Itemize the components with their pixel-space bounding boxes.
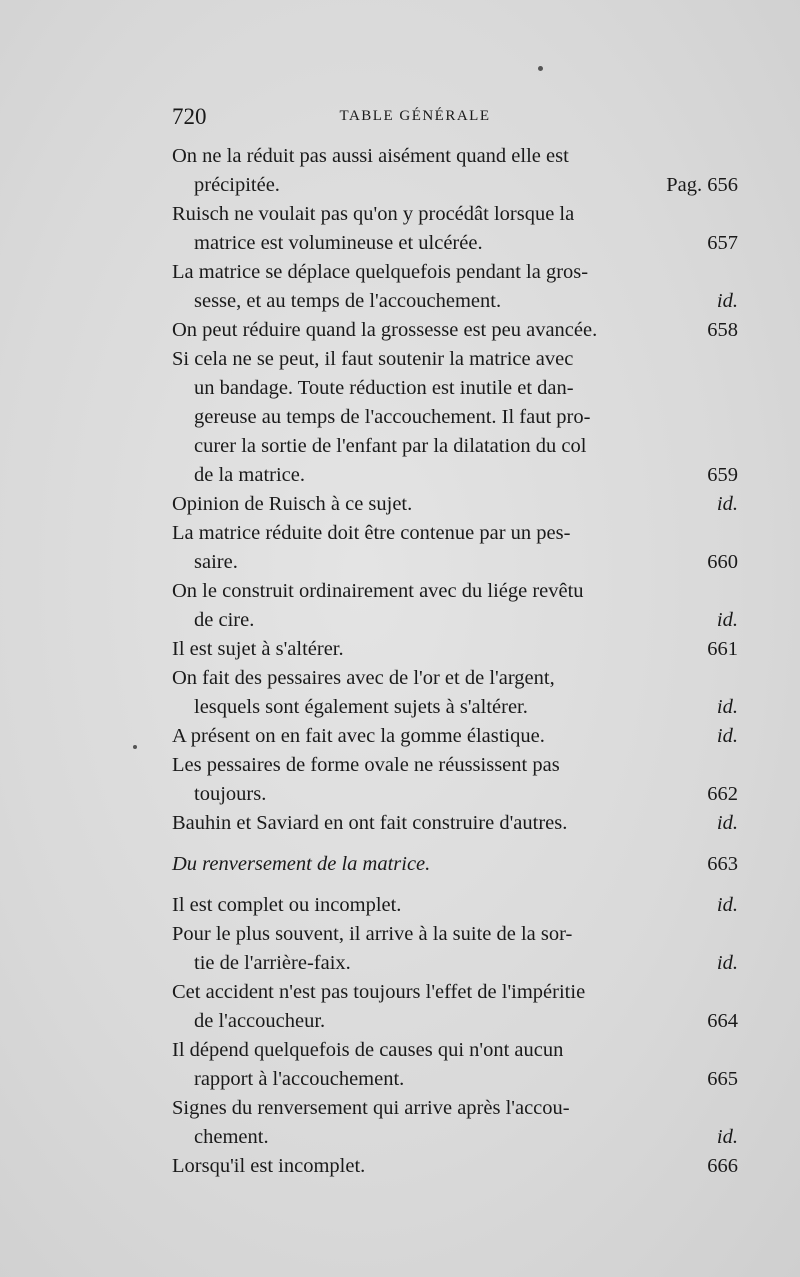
entry-line: On le construit ordinairement avec du liége revêtu — [172, 580, 584, 602]
entry-line: Il est sujet à s'altérer. — [172, 638, 344, 660]
entry-group-after — [172, 891, 738, 1181]
entry-line: Il dépend quelquefois de causes qui n'ont aucun — [172, 1039, 564, 1061]
entry-line: La matrice se déplace quelquefois pendant la gros- — [172, 261, 589, 283]
entry-line: Ruisch ne voulait pas qu'on y procédât lorsque la — [172, 203, 575, 225]
entry-page-ref: 661 — [707, 638, 738, 660]
entry-text — [172, 1036, 658, 1094]
entry-line: On ne la réduit pas aussi aisément quand elle est — [172, 145, 569, 167]
entry-page-ref: 664 — [707, 1010, 738, 1032]
section-heading-text: Du renversement de la matrice. — [172, 853, 431, 875]
entry-text — [172, 635, 658, 664]
entry-line: La matrice réduite doit être contenue par un pes- — [172, 522, 571, 544]
entry-line: de la matrice. — [194, 464, 305, 486]
index-entry — [172, 1152, 738, 1181]
index-entry — [172, 920, 738, 978]
index-entries — [172, 142, 738, 1181]
entry-group-before — [172, 142, 738, 838]
entry-text — [172, 891, 658, 920]
index-entry — [172, 316, 738, 345]
section-heading-page: 663 — [707, 853, 738, 875]
index-entry — [172, 490, 738, 519]
entry-line: Lorsqu'il est incomplet. — [172, 1155, 366, 1177]
entry-text — [172, 664, 658, 722]
entry-line: Signes du renversement qui arrive après l'accou- — [172, 1097, 570, 1119]
entry-text — [172, 920, 658, 978]
ink-speck — [133, 745, 137, 749]
entry-page-ref: id. — [716, 1126, 738, 1148]
entry-page-ref: 659 — [707, 464, 738, 486]
index-entry — [172, 751, 738, 809]
entry-page-ref: Pag. 656 — [666, 174, 738, 196]
entry-page-ref: id. — [716, 812, 738, 834]
index-entry — [172, 664, 738, 722]
entry-line: toujours. — [194, 783, 267, 805]
index-entry — [172, 809, 738, 838]
entry-line: un bandage. Toute réduction est inutile et dan- — [194, 377, 574, 399]
entry-page-ref: id. — [716, 290, 738, 312]
entry-page-ref: 658 — [707, 319, 738, 341]
entry-page-ref: id. — [716, 952, 738, 974]
entry-text — [172, 1094, 658, 1152]
entry-line: saire. — [194, 551, 238, 573]
entry-text — [172, 1152, 658, 1181]
entry-text — [172, 751, 658, 809]
entry-text — [172, 490, 658, 519]
entry-page-ref: 657 — [707, 232, 738, 254]
entry-line: lesquels sont également sujets à s'altérer. — [194, 696, 528, 718]
page-number: 720 — [172, 104, 207, 129]
entry-line: On fait des pessaires avec de l'or et de l'argent, — [172, 667, 555, 689]
page-header — [172, 104, 658, 134]
entry-page-ref: id. — [716, 725, 738, 747]
entry-text — [172, 142, 658, 200]
entry-text — [172, 722, 658, 751]
running-title: TABLE GÉNÉRALE — [339, 108, 491, 124]
entry-line: gereuse au temps de l'accouchement. Il faut pro- — [194, 406, 591, 428]
index-entry — [172, 519, 738, 577]
section-heading — [172, 850, 738, 879]
entry-page-ref: 660 — [707, 551, 738, 573]
entry-text — [172, 345, 658, 490]
entry-line: Il est complet ou incomplet. — [172, 894, 402, 916]
index-entry — [172, 1094, 738, 1152]
index-entry — [172, 345, 738, 490]
entry-line: Cet accident n'est pas toujours l'effet de l'impéritie — [172, 981, 586, 1003]
entry-line: sesse, et au temps de l'accouchement. — [194, 290, 502, 312]
entry-page-ref: id. — [716, 696, 738, 718]
entry-line: tie de l'arrière-faix. — [194, 952, 351, 974]
entry-line: de l'accoucheur. — [194, 1010, 326, 1032]
index-entry — [172, 722, 738, 751]
entry-text — [172, 809, 658, 838]
entry-line: On peut réduire quand la grossesse est peu avancée. — [172, 319, 598, 341]
entry-line: rapport à l'accouchement. — [194, 1068, 405, 1090]
entry-line: de cire. — [194, 609, 255, 631]
entry-text — [172, 519, 658, 577]
entry-line: A présent on en fait avec la gomme élastique. — [172, 725, 545, 747]
entry-page-ref: id. — [716, 894, 738, 916]
entry-page-ref: 666 — [707, 1155, 738, 1177]
index-entry — [172, 142, 738, 200]
entry-line: curer la sortie de l'enfant par la dilatation du col — [194, 435, 587, 457]
entry-text — [172, 577, 658, 635]
index-entry — [172, 200, 738, 258]
entry-page-ref: id. — [716, 609, 738, 631]
index-entry — [172, 635, 738, 664]
entry-line: précipitée. — [194, 174, 280, 196]
entry-page-ref: 662 — [707, 783, 738, 805]
entry-line: chement. — [194, 1126, 269, 1148]
entry-text — [172, 200, 658, 258]
ink-speck — [538, 66, 543, 71]
entry-text — [172, 978, 658, 1036]
entry-text — [172, 316, 658, 345]
entry-text — [172, 258, 658, 316]
entry-line: Les pessaires de forme ovale ne réussissent pas — [172, 754, 560, 776]
index-entry — [172, 577, 738, 635]
entry-page-ref: id. — [716, 493, 738, 515]
index-entry — [172, 978, 738, 1036]
index-entry — [172, 1036, 738, 1094]
entry-page-ref: 665 — [707, 1068, 738, 1090]
entry-line: Opinion de Ruisch à ce sujet. — [172, 493, 413, 515]
index-entry — [172, 258, 738, 316]
index-entry — [172, 891, 738, 920]
entry-line: Bauhin et Saviard en ont fait construire d'autres. — [172, 812, 568, 834]
entry-line: matrice est volumineuse et ulcérée. — [194, 232, 483, 254]
entry-line: Si cela ne se peut, il faut soutenir la matrice avec — [172, 348, 574, 370]
entry-line: Pour le plus souvent, il arrive à la suite de la sor- — [172, 923, 573, 945]
